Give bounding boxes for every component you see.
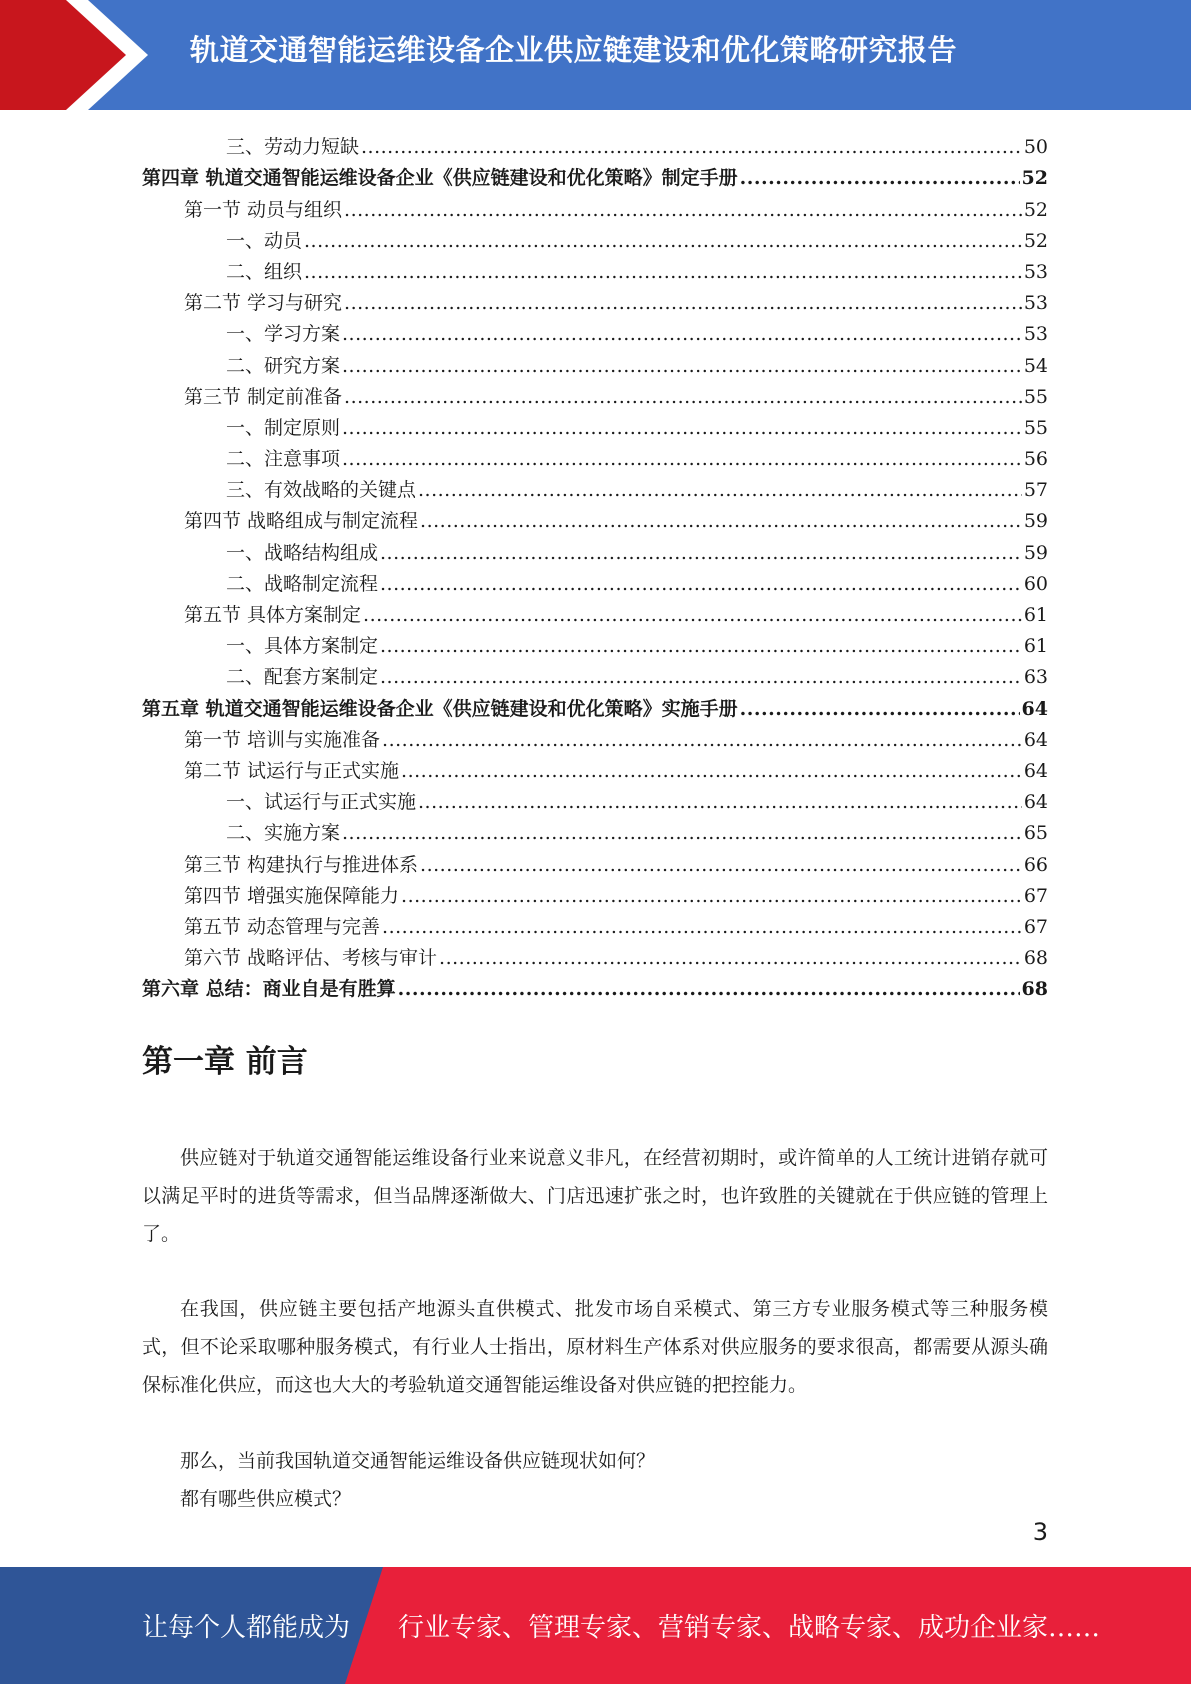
toc-section-entry[interactable]: [142, 284, 1048, 315]
toc-entry-page: 64: [1023, 728, 1048, 751]
intro-paragraph-2: [142, 1290, 1048, 1404]
toc-entry-page: 63: [1023, 666, 1048, 689]
toc-dot-leader: [420, 853, 1022, 877]
toc-entry-page: 55: [1023, 385, 1048, 408]
toc-dot-leader: [380, 634, 1022, 658]
toc-entry-page: 66: [1023, 853, 1048, 876]
toc-entry-label: 第二节 试运行与正式实施: [184, 759, 400, 782]
toc-entry-page: 56: [1023, 448, 1048, 471]
question-line: 都有哪些供应模式？: [180, 1488, 352, 1510]
toc-entry-label: 第二节 学习与研究: [184, 292, 343, 315]
toc-subsection-entry[interactable]: [142, 533, 1048, 564]
toc-chapter-entry[interactable]: [142, 970, 1048, 1001]
intro-paragraph-1: [142, 1139, 1048, 1253]
toc-dot-leader: [380, 665, 1022, 689]
toc-entry-label: 一、具体方案制定: [226, 635, 379, 658]
toc-section-entry[interactable]: [142, 908, 1048, 939]
toc-entry-page: 57: [1023, 479, 1048, 502]
toc-dot-leader: [398, 977, 1020, 1001]
toc-dot-leader: [740, 166, 1020, 190]
toc-dot-leader: [418, 790, 1022, 814]
paragraph-text: 供应链对于轨道交通智能运维设备行业来说意义非凡，在经营初期时，或许简单的人工统计进销存就可以满足平时的进货等需求，但当品牌逐渐做大、门店迅速扩张之时，也许致胜的关键就在于供应链的管理上了。: [142, 1147, 1048, 1245]
toc-chapter-entry[interactable]: [142, 689, 1048, 720]
toc-entry-label: 第一节 培训与实施准备: [184, 728, 381, 751]
toc-dot-leader: [363, 603, 1022, 627]
toc-entry-page: 59: [1023, 510, 1048, 533]
toc-entry-page: 55: [1023, 416, 1048, 439]
toc-dot-leader: [401, 884, 1022, 908]
toc-subsection-entry[interactable]: [142, 222, 1048, 253]
toc-entry-page: 68: [1021, 978, 1048, 1001]
toc-dot-leader: [344, 385, 1022, 409]
toc-entry-label: 第五章 轨道交通智能运维设备企业《供应链建设和优化策略》实施手册: [142, 697, 738, 720]
toc-subsection-entry[interactable]: [142, 440, 1048, 471]
toc-subsection-entry[interactable]: [142, 627, 1048, 658]
toc-entry-label: 第三节 构建执行与推进体系: [184, 853, 419, 876]
chapter-title: 第一章 前言: [142, 1044, 308, 1080]
toc-section-entry[interactable]: [142, 752, 1048, 783]
toc-entry-label: 第四节 增强实施保障能力: [184, 884, 400, 907]
toc-section-entry[interactable]: [142, 378, 1048, 409]
toc-entry-label: 二、组织: [226, 260, 303, 283]
toc-entry-page: 53: [1023, 323, 1048, 346]
toc-entry-page: 59: [1023, 541, 1048, 564]
toc-section-entry[interactable]: [142, 190, 1048, 221]
toc-entry-page: 67: [1023, 915, 1048, 938]
toc-chapter-entry[interactable]: [142, 159, 1048, 190]
toc-dot-leader: [418, 478, 1022, 502]
toc-entry-page: 64: [1021, 697, 1048, 720]
question-line: 那么，当前我国轨道交通智能运维设备供应链现状如何？: [180, 1450, 656, 1472]
toc-entry-label: 二、配套方案制定: [226, 666, 379, 689]
toc-dot-leader: [382, 728, 1022, 752]
toc-subsection-entry[interactable]: [142, 471, 1048, 502]
toc-dot-leader: [342, 447, 1022, 471]
toc-section-entry[interactable]: [142, 596, 1048, 627]
toc-entry-page: 64: [1023, 791, 1048, 814]
toc-subsection-entry[interactable]: [142, 315, 1048, 346]
toc-section-entry[interactable]: [142, 721, 1048, 752]
toc-entry-label: 一、战略结构组成: [226, 541, 379, 564]
report-title: 轨道交通智能运维设备企业供应链建设和优化策略研究报告: [190, 33, 958, 67]
toc-entry-label: 第五节 具体方案制定: [184, 604, 362, 626]
toc-subsection-entry[interactable]: [142, 565, 1048, 596]
toc-entry-page: 50: [1023, 136, 1048, 159]
toc-entry-page: 54: [1023, 354, 1048, 377]
toc-entry-label: 第六章 总结：商业自是有胜算: [142, 978, 396, 1001]
toc-dot-leader: [304, 260, 1022, 284]
toc-entry-label: 一、学习方案: [226, 323, 341, 346]
toc-entry-label: 一、试运行与正式实施: [226, 791, 417, 814]
toc-dot-leader: [740, 697, 1020, 721]
toc-entry-label: 第四章 轨道交通智能运维设备企业《供应链建设和优化策略》制定手册: [142, 167, 738, 190]
toc-entry-page: 67: [1023, 884, 1048, 907]
page-number: 3: [1032, 1518, 1048, 1546]
question-list: [142, 1442, 1048, 1518]
toc-subsection-entry[interactable]: [142, 783, 1048, 814]
toc-entry-label: 第三节 制定前准备: [184, 385, 343, 408]
toc-entry-page: 53: [1023, 292, 1048, 315]
paragraph-text: 在我国，供应链主要包括产地源头直供模式、批发市场自采模式、第三方专业服务模式等三种服务模式，但不论采取哪种服务模式，有行业人士指出，原材料生产体系对供应服务的要求很高，都需要从源头确保标准化供应，而这也大大的考验轨道交通智能运维设备对供应链的把控能力。: [142, 1298, 1048, 1396]
toc-section-entry[interactable]: [142, 877, 1048, 908]
toc-entry-page: 52: [1023, 198, 1048, 221]
toc-dot-leader: [342, 354, 1022, 378]
toc-entry-page: 60: [1023, 572, 1048, 595]
toc-entry-label: 二、研究方案: [226, 354, 341, 377]
page-header: [0, 0, 1191, 110]
toc-entry-page: 52: [1021, 167, 1048, 190]
toc-dot-leader: [342, 821, 1022, 845]
toc-section-entry[interactable]: [142, 845, 1048, 876]
toc-entry-page: 68: [1023, 947, 1048, 970]
toc-entry-page: 65: [1023, 822, 1048, 845]
toc-dot-leader: [401, 759, 1022, 783]
toc-subsection-entry[interactable]: [142, 814, 1048, 845]
toc-subsection-entry[interactable]: [142, 409, 1048, 440]
toc-subsection-entry[interactable]: [142, 658, 1048, 689]
toc-subsection-entry[interactable]: [142, 346, 1048, 377]
toc-dot-leader: [304, 229, 1022, 253]
toc-entry-label: 一、动员: [226, 229, 303, 252]
toc-entry-label: 二、战略制定流程: [226, 572, 379, 595]
footer-slogan-left: 让每个人都能成为: [142, 1613, 351, 1643]
toc-entry-label: 第四节 战略组成与制定流程: [184, 510, 419, 533]
toc-subsection-entry[interactable]: [142, 128, 1048, 159]
toc-entry-page: 53: [1023, 260, 1048, 283]
toc-entry-label: 二、注意事项: [226, 448, 341, 471]
toc-entry-label: 二、实施方案: [226, 822, 341, 845]
toc-entry-page: 52: [1023, 229, 1048, 252]
toc-entry-page: 64: [1023, 759, 1048, 782]
page-footer: [0, 1567, 1191, 1684]
toc-dot-leader: [382, 915, 1022, 939]
toc-entry-label: 三、劳动力短缺: [226, 136, 360, 159]
toc-entry-label: 第六节 战略评估、考核与审计: [184, 947, 438, 970]
table-of-contents: [142, 128, 1048, 1001]
toc-dot-leader: [439, 946, 1022, 970]
toc-dot-leader: [344, 291, 1022, 315]
toc-dot-leader: [380, 572, 1022, 596]
toc-dot-leader: [342, 322, 1022, 346]
toc-section-entry[interactable]: [142, 502, 1048, 533]
toc-dot-leader: [361, 135, 1022, 159]
toc-entry-page: 61: [1023, 635, 1048, 658]
header-arrow-icon: [0, 0, 150, 110]
toc-dot-leader: [344, 198, 1022, 222]
toc-entry-label: 三、有效战略的关键点: [226, 479, 417, 502]
toc-dot-leader: [342, 416, 1022, 440]
toc-entry-label: 第一节 动员与组织: [184, 198, 343, 221]
toc-entry-page: 61: [1023, 604, 1048, 626]
toc-subsection-entry[interactable]: [142, 253, 1048, 284]
toc-entry-label: 一、制定原则: [226, 416, 341, 439]
toc-dot-leader: [420, 509, 1022, 533]
toc-section-entry[interactable]: [142, 939, 1048, 970]
footer-slogan-right: 行业专家、管理专家、营销专家、战略专家、成功企业家……: [398, 1613, 1101, 1643]
toc-entry-label: 第五节 动态管理与完善: [184, 915, 381, 938]
toc-dot-leader: [380, 541, 1022, 565]
